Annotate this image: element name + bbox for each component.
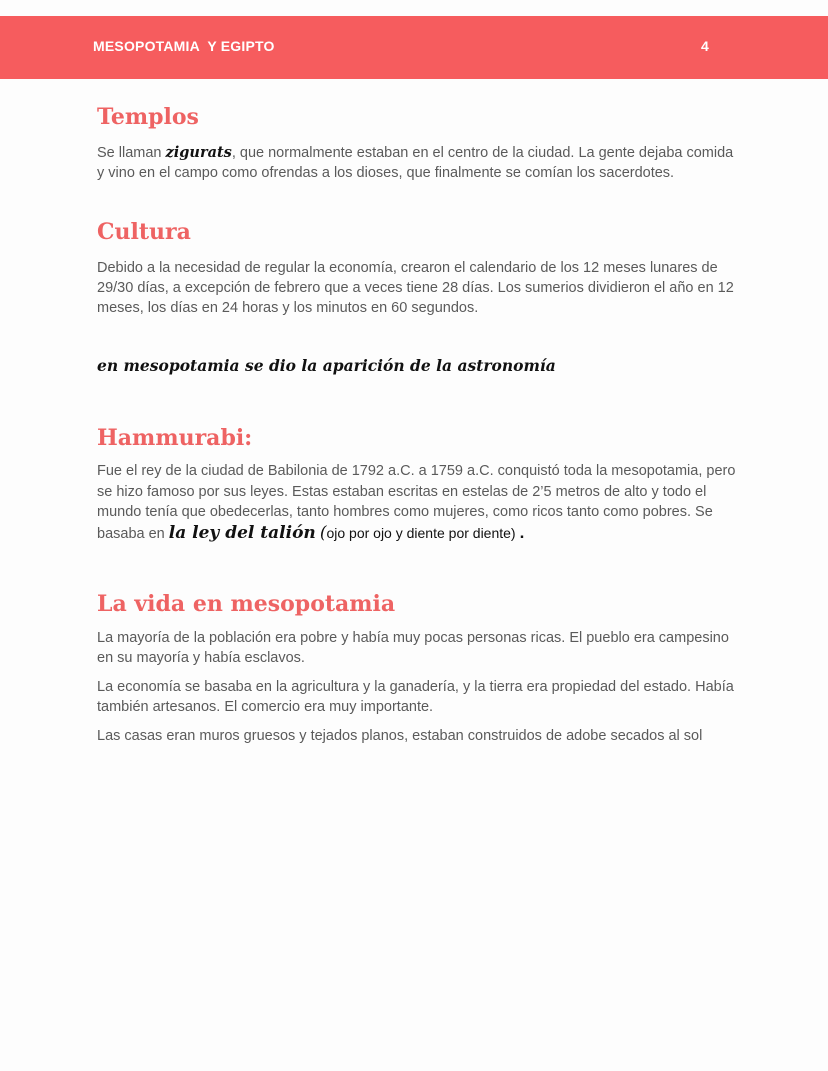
- templos-text-before: Se llaman: [97, 145, 166, 161]
- page-header: [0, 16, 828, 79]
- heading-cultura: Cultura: [97, 219, 191, 245]
- page-number: 4: [701, 38, 709, 54]
- end-dot: .: [519, 522, 525, 542]
- vida-paragraph-2: La economía se basaba en la agricultura y la ganadería, y la tierra era propiedad del estado. Había también artesanos. El comercio era muy importante.: [97, 679, 734, 715]
- header-title: MESOPOTAMIA Y EGIPTO: [93, 38, 275, 54]
- vida-paragraph-1: La mayoría de la población era pobre y había muy pocas personas ricas. El pueblo era campesino en su mayoría y había esclavos.: [97, 630, 729, 666]
- heading-templos: Templos: [97, 104, 199, 130]
- templos-paragraph: [97, 143, 737, 183]
- astronomy-note: en mesopotamia se dio la aparición de la astronomía: [97, 356, 556, 375]
- paren-open: (: [319, 522, 327, 543]
- cultura-paragraph: Debido a la necesidad de regular la economía, crearon el calendario de los 12 meses lunares de 29/30 días, a excepción de febrero que a veces tiene 28 días. Los sumerios dividieron el año en 12 meses, los días en 24 horas y los minutos en 60 segundos.: [97, 260, 734, 316]
- zigurats-term: zigurats: [165, 144, 232, 161]
- ley-del-talion: la ley del talión: [168, 522, 316, 543]
- vida-paragraph-3: Las casas eran muros gruesos y tejados planos, estaban construidos de adobe secados al sol: [97, 728, 703, 744]
- hammurabi-paragraph: [97, 461, 737, 544]
- heading-vida: La vida en mesopotamia: [97, 591, 396, 617]
- hammurabi-text: Fue el rey de la ciudad de Babilonia de 1792 a.C. a 1759 a.C. conquistó toda la mesopotamia, pero se hizo famoso por sus leyes. Estas estaban escritas en estelas de 2’5 metros de alto y todo el mundo tenía que obedecerlas, tanto hombres como mujeres, como ricos tanto como pobres. Se basaba en: [97, 463, 736, 542]
- talion-explanation: ojo por ojo y diente por diente): [326, 524, 516, 541]
- heading-hammurabi: Hammurabi:: [97, 425, 253, 451]
- templos-text-after: , que normalmente estaban en el centro de la ciudad. La gente dejaba comida y vino en el campo como ofrendas a los dioses, que finalmente se comían los sacerdotes.: [97, 145, 734, 181]
